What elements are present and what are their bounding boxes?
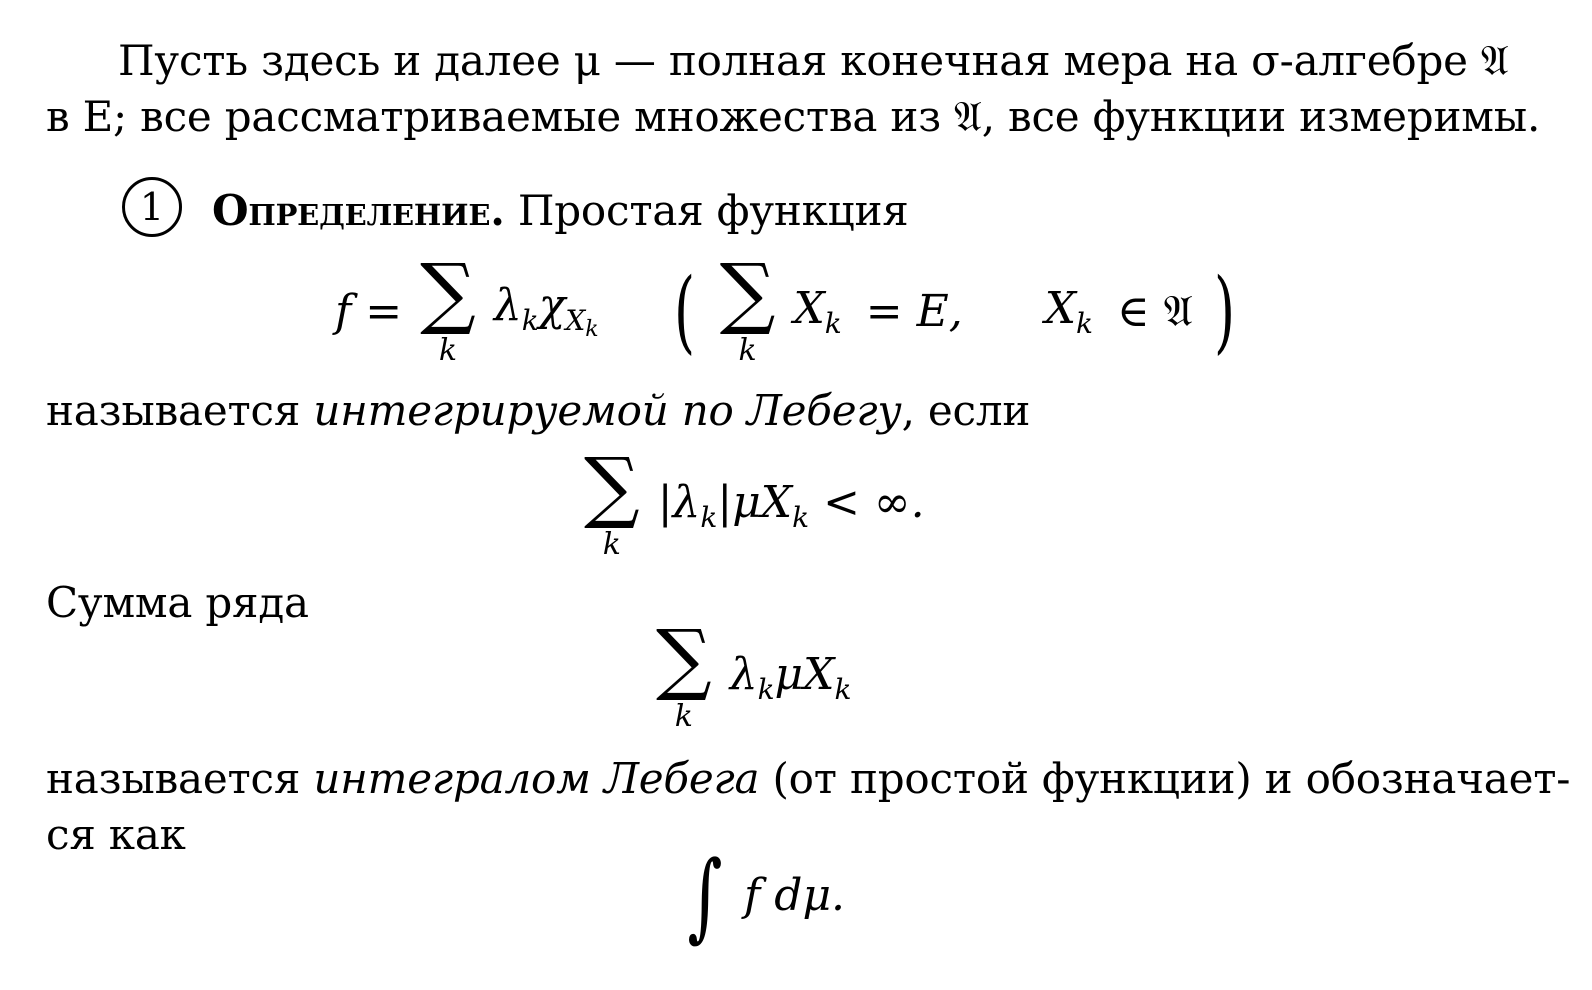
formula1-lambda: λ <box>493 279 522 331</box>
integral-icon: ∫ <box>687 840 723 952</box>
formula3-sub2: k <box>834 672 852 706</box>
formula1-term <box>493 279 599 342</box>
formula2-expr-c: < ∞. <box>809 476 925 528</box>
definition-number: 1 <box>139 185 165 229</box>
formula1-chi-subsub: k <box>585 316 599 342</box>
text-lebesgue-integral-line-2 <box>46 810 186 859</box>
text-integrable <box>46 386 1031 435</box>
paragraph-text-1: Пусть здесь и далее μ — полная конечная мера на σ-алгебре 𝔄 <box>118 36 1509 85</box>
formula1-cond-sum <box>719 248 776 369</box>
definition-number-badge <box>122 177 182 237</box>
text4-italic: интегралом Лебега <box>313 754 760 803</box>
formula1-lambda-sub: k <box>521 303 539 337</box>
formula-integral <box>680 840 846 952</box>
formula3-sum <box>656 614 712 735</box>
formula1-sum <box>420 248 476 369</box>
formula3-expr <box>729 648 852 706</box>
definition-label: Определение. <box>212 186 505 235</box>
formula2-expr-b: |μX <box>717 476 793 528</box>
formula1-lhs: f = <box>335 286 403 338</box>
definition-lead: Простая функция <box>517 186 909 235</box>
formula2-sum-index: k <box>602 527 621 563</box>
formula1-chi-sub-wrap <box>565 303 599 342</box>
text2-italic: интегрируемой по Лебегу <box>313 386 902 435</box>
text2-pre: называется <box>46 386 314 435</box>
formula1-cond-X <box>793 282 842 340</box>
formula1-chi: χ <box>538 279 566 331</box>
text-series-sum <box>46 578 309 627</box>
formula1-chi-sub: X <box>565 303 586 337</box>
formula3-expr-b: μX <box>774 648 835 700</box>
formula-series <box>652 614 852 735</box>
text-lebesgue-integral-line-1 <box>46 754 1571 803</box>
left-paren-icon: ( <box>673 259 695 365</box>
formula2-expr-a: |λ <box>657 476 701 528</box>
formula1-cond-index: k <box>738 333 757 369</box>
formula3-expr-a: λ <box>729 648 758 700</box>
formula1-sum-index: k <box>438 333 458 369</box>
paragraph-text-2: в E; все рассматриваемые множества из 𝔄, все функции измеримы. <box>46 92 1541 141</box>
formula3-sum-index: k <box>674 699 693 735</box>
sigma-icon: ∑ <box>584 442 640 532</box>
formula1-cond-X-letter: X <box>793 282 825 334</box>
formula3-sub1: k <box>757 672 775 706</box>
formula2-sub2: k <box>792 500 810 534</box>
definition-heading <box>212 186 909 235</box>
text4-line2: ся как <box>46 810 186 859</box>
formula1-cond-X2-letter: X <box>1044 282 1077 334</box>
formula4-expr: f dμ. <box>744 870 846 921</box>
right-paren-icon: ) <box>1213 259 1235 365</box>
formula2-expr <box>657 476 925 534</box>
formula1-cond-X-sub: k <box>824 306 842 340</box>
sigma-icon: ∑ <box>656 614 712 704</box>
text4-post: (от простой функции) и обозначает- <box>759 754 1571 803</box>
formula1-cond-X2-sub: k <box>1076 306 1094 340</box>
text4-pre: называется <box>46 754 314 803</box>
formula1-cond-eq: = E, <box>865 286 963 338</box>
paragraph-line-2 <box>46 92 1541 141</box>
formula1-cond-X2 <box>1044 282 1094 340</box>
formula1-cond-in: ∈ 𝔄 <box>1117 286 1193 338</box>
text2-post: , если <box>901 386 1031 435</box>
formula2-sum <box>584 442 640 563</box>
sigma-icon: ∑ <box>420 248 476 338</box>
formula-simple-function <box>335 248 1242 369</box>
text3: Сумма ряда <box>46 578 309 627</box>
formula2-sub1: k <box>700 500 718 534</box>
paragraph-line-1 <box>118 36 1509 85</box>
sigma-icon: ∑ <box>719 248 776 338</box>
formula-integrability-condition <box>580 442 925 563</box>
